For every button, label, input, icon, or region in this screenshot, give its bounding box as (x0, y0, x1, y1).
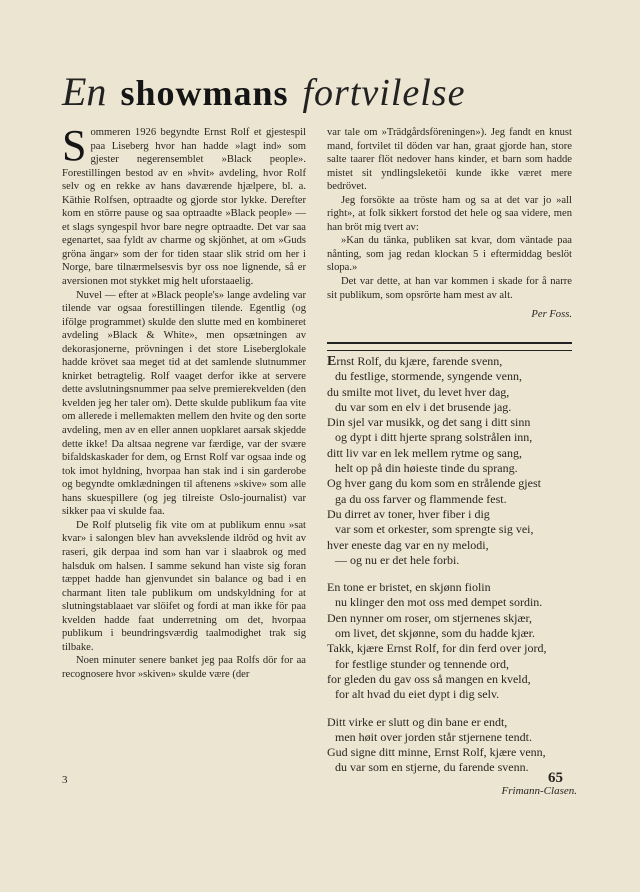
article-quote: »Kan du tänka, publiken sat kvar, dom väntade paa nånting, som jag redan klockan 5 i eftermiddag beslöt slopa.» (327, 235, 572, 274)
poem-stanza (327, 580, 577, 702)
poem-line: — og nu er det hele forbi. (335, 552, 460, 567)
article-title (62, 68, 582, 120)
poem-line: om livet, det skjønne, som du hadde kjær. (335, 626, 535, 641)
poem-line: ga du oss farver og flammende fest. (335, 491, 507, 506)
poem-line: du var som en stjerne, du farende svenn. (335, 760, 529, 775)
poem-line: Du dirret av toner, hver fiber i dig (327, 506, 490, 521)
poem-line: men høit over jorden står stjernene tendt. (335, 729, 532, 744)
article-paragraph: Det var dette, at han var kommen i skade for å narre sit publikum, som opsrörte ham mest av alt. (327, 276, 572, 301)
drop-cap: S (62, 121, 87, 170)
poem-line: Takk, kjære Ernst Rolf, for din ferd over jord, (327, 641, 547, 656)
article-signature: Per Foss. (531, 309, 572, 321)
poem-line: Og hver gang du kom som en strålende gjest (327, 476, 541, 491)
poem-line: ditt liv var en lek mellem rytme og sang, (327, 445, 522, 460)
poem-line: du festlige, stormende, syngende venn, (335, 369, 522, 384)
poem-line: Din sjel var musikk, og det sang i ditt sinn (327, 415, 531, 430)
poem-line: for gleden du gav oss så mangen en kveld, (327, 671, 531, 686)
section-divider (327, 342, 572, 351)
poem-line: for alt hvad du eiet dypt i dig selv. (335, 687, 500, 702)
poem-line: helt op på din høieste tinde du sprang. (335, 461, 518, 476)
article-paragraph: Noen minuter senere banket jeg paa Rolfs dör for aa recognosere hvor »skiven» skulde være (der (62, 655, 306, 680)
poem-line: for festlige stunder og tennende ord, (335, 656, 509, 671)
page-number-right: 65 (548, 770, 563, 786)
article-paragraph: Jeg forsökte aa tröste ham og sa at det var jo »all right», at folk sikkert forstod det hele og saa videre, men han bröt mig tvert av: (327, 194, 572, 233)
poem-line: nu klinger den mot oss med dempet sordin. (335, 595, 543, 610)
article-paragraph: var tale om »Trädgårdsföreningen»). Jeg fandt en knust mand, fortvilet til döden var han, graat gjorde han, store salte taarer flöt nedover hans kinder, et barn som hadde mistet sit yndlingsleketöi kunde ikke været mere bedrövet. (327, 127, 572, 193)
article-paragraph: De Rolf plutselig fik vite om at publikum ennu »sat kvar» i salongen blev han avvekslende ildröd og hvit av raseri, gik derpaa ind som han var i slaabrok og med halsduk om halsen. I samme sekund han viste sig foran tæppet hadde han gjenvundet sin balance og bad i en charmant liten tale publikum om undskyldning for at slutningstablaaet var slöifet og fordi at man ikke för paa kvelden hadde faat underretning om det, hvorpaa publikum i beundringsværdig taalmodighet trak sig tilbake. (62, 519, 306, 653)
poem-line: En tone er bristet, en skjønn fiolin (327, 580, 491, 595)
article-paragraph: Sommeren 1926 begyndte Ernst Rolf et gjestespil paa Liseberg hvor han hadde »lagt ind» som gjester negerensemblet »Black people». Forestillingen bestod av en »hvit» avdeling, hvor Rolf selv og en rekke av hans daværende hjælpere, bl. a. Käthie Rolfsen, optraadte og gjorde stor lykke. Derefter kom en större pause og saa optraadte »Black people» — et slags syngespil hvor bare negre optraadte. Det var saa egenartet, saa fyldt av charme og skjönhet, at om »Guds gröna ängar» som der for tiden staar slik strid om her i Norge, bare tilnærmelsesvis byr oss noe lignende, så er aversionen mot stykket mig helt uforstaaelig. (62, 121, 306, 288)
poem-line: var som et orkester, som sprengte sig vei, (335, 522, 534, 537)
poem-line: Gud signe ditt minne, Ernst Rolf, kjære venn, (327, 745, 546, 760)
poem-line: Ditt virke er slutt og din bane er endt, (327, 714, 508, 729)
article-column-left (62, 121, 306, 681)
poem-stanza (327, 715, 577, 776)
poem-line: Den nynner om roser, om stjernenes skjær, (327, 610, 532, 625)
title-word-en: En (62, 69, 107, 114)
poem-line: du smilte mot livet, du levet hver dag, (327, 384, 510, 399)
article-paragraph: Nuvel — efter at »Black people's» lange avdeling var tilende var ogsaa forestillingen tilende. Egentlig (og ifölge programmet) skulde den slutte med en kombineret avdeling »Black & White», men opsætningen av dekorasjonerne, prövningen i det store Liseberglokale hadde krövet saa meget tid at det samlende slutnummer knirket betragtelig. Rolf vaaget derfor ikke at servere dette avslutningsnummer paa selve premierekvelden (den kvelden jeg her taler om). Dette skulde publikum faa vite om allerede i mellemakten mellem den hvite og den sorte avdeling, men av en eller annen uopklaret aarsak skjedde dette ikke! Da altsaa negrene var færdige, var der svære bifaldskaskader for dem, og Ernst Rolf var ogsaa inde og tok imot hyldning, hvorpaa han stak ind i sin garderobe og begyndte omklædningen til aftenens »skive» som alle hans skuespillere (og jeg tilreiste Oslo-journalist) var sikker paa vi skulde faa. (62, 289, 306, 518)
poem-signature: Frimann-Clasen. (501, 784, 577, 797)
poem-line: du var som en elv i det brusende jag. (335, 399, 512, 414)
poem-line: hver eneste dag var en ny melodi, (327, 537, 489, 552)
poem-line: og dypt i ditt hjerte sprang solstrålen inn, (335, 430, 533, 445)
poem-drop-cap: E (327, 354, 337, 369)
poem-stanza (327, 354, 577, 568)
poem (327, 354, 577, 799)
article-column-right (327, 126, 572, 322)
title-word-fortvilelse: fortvilelse (302, 72, 466, 114)
title-word-showmans: showmans (120, 73, 289, 113)
poem-line: Ernst Rolf, du kjære, farende svenn, (327, 354, 503, 369)
page-number-left: 3 (62, 774, 68, 786)
